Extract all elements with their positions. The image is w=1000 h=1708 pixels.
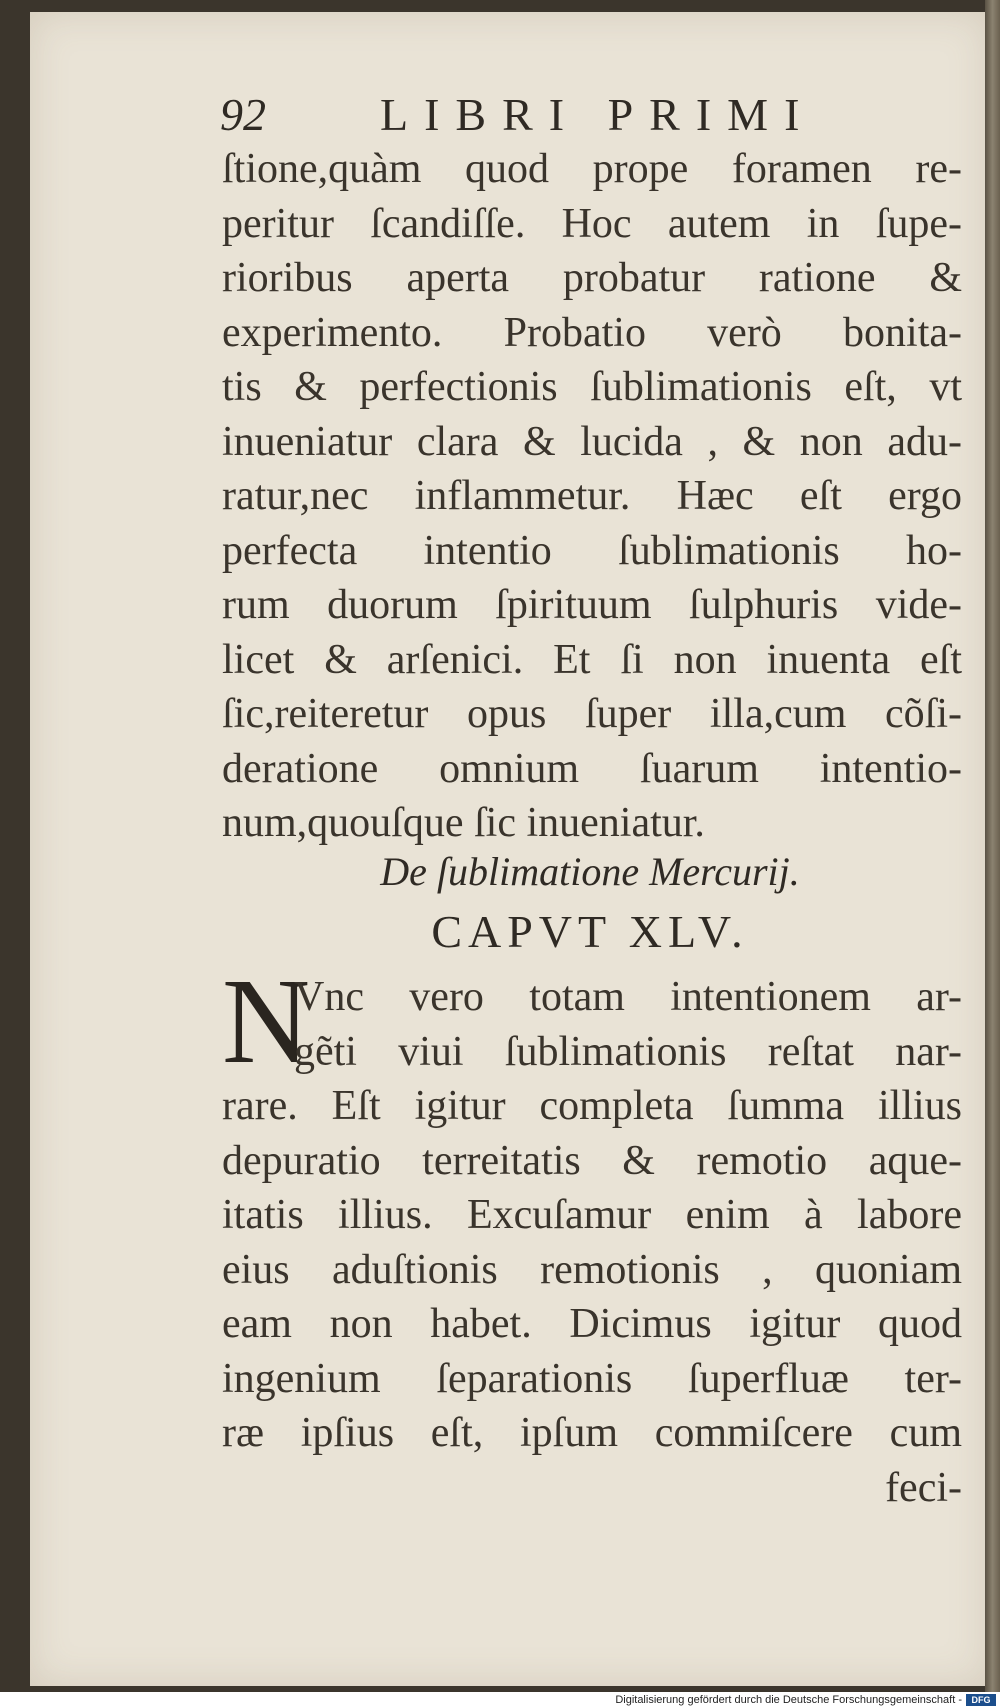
text-line: depuratio terreitatis & remotio aque- (222, 1137, 962, 1184)
text-line: ratur,nec inflammetur. Hæc eſt ergo (222, 473, 962, 519)
text-line: ſic,reiteretur opus ſuper illa,cum cõſi- (222, 691, 962, 737)
chapter-title: CAPVT XLV. (431, 906, 749, 957)
text-line: licet & arſenici. Et ſi non inuenta eſt (222, 636, 962, 683)
text-line: peritur ſcandiſſe. Hoc autem in ſupe- (222, 200, 962, 247)
dfg-logo: DFG (966, 1694, 996, 1706)
text-line: num,quouſque ſic inueniatur. (222, 800, 705, 846)
text-line: deratione omnium ſuarum intentio- (222, 745, 962, 792)
page-edge (985, 0, 1000, 1692)
running-head-title: LIBRI PRIMI (380, 89, 816, 140)
running-head (220, 85, 830, 145)
text-line: eam non habet. Dicimus igitur quod (222, 1301, 962, 1347)
text-line: inueniatur clara & lucida , & non adu- (222, 418, 962, 465)
text-line: tis & perfectionis ſublimationis eſt, vt (222, 364, 962, 410)
text-line: rum duorum ſpirituum ſulphuris vide- (222, 582, 962, 628)
paragraph-1 (222, 142, 962, 851)
text-line: itatis illius. Excuſamur enim à labore (222, 1192, 962, 1238)
text-line: ræ ipſius eſt, ipſum commiſcere cum (222, 1410, 962, 1456)
paragraph-2 (222, 954, 962, 1515)
text-line: rioribus aperta probatur ratione & (222, 255, 962, 301)
text-line: Vnc vero totam intentionem ar- (294, 974, 962, 1020)
text-line: ſtione,quàm quod prope foramen re- (222, 146, 962, 192)
text-line: eius aduſtionis remotionis , quoniam (222, 1246, 962, 1293)
text-line: gẽti viui ſublimationis reſtat nar- (294, 1028, 962, 1075)
text-line: ingenium ſeparationis ſuperfluæ ter- (222, 1355, 962, 1402)
drop-cap: N (222, 954, 311, 1089)
page-number: 92 (220, 89, 266, 140)
footer-credit (0, 1692, 1000, 1708)
footer-credit-text: Digitalisierung gefördert durch die Deutsche Forschungsgemeinschaft - (615, 1694, 962, 1706)
text-line: experimento. Probatio verò bonita- (222, 309, 962, 356)
catchword: feci- (885, 1464, 962, 1511)
text-line: rare. Eſt igitur completa ſumma illius (222, 1083, 962, 1129)
chapter-subtitle: De ſublimatione Mercurij. (380, 849, 800, 894)
text-line: perfecta intentio ſublimationis ho- (222, 527, 962, 574)
